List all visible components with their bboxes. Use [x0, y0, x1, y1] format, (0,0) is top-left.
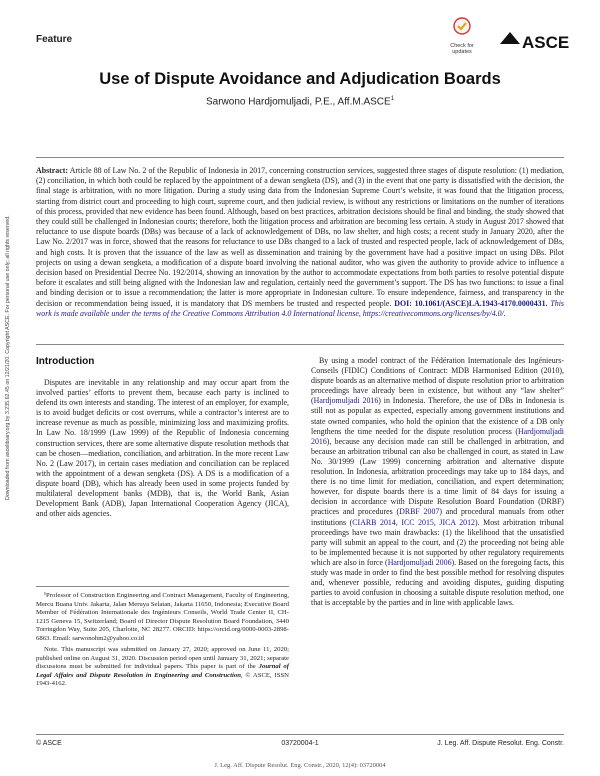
- intro-text-e: ). Most arbitration tribunal proceedings have two main drawbacks: (1) the likelihood that the unsatisfied party will submit an appeal to the court, and (2) the proceeding not being able to be implemented because it is not supported by other regulatory requirements which are also in force (: [311, 517, 564, 567]
- author-affil-mark: 1: [390, 96, 395, 102]
- note-text-b: , © ASCE, ISSN 1943-4162.: [36, 671, 289, 687]
- footnotes: [36, 592, 289, 692]
- footer-page-id: 03720004-1: [281, 740, 319, 747]
- intro-column-left: [36, 378, 289, 519]
- footer-citation: J. Leg. Aff. Dispute Resolut. Eng. Constr., 2020, 12(4): 03720004: [214, 762, 386, 769]
- intro-paragraph-1: Disputes are inevitable in any relationship and may occur apart from the involved parties’ efforts to prevent them, because each party is inclined to defend its own interests and standing. The interest of an employer, for example, is to avoid budget deficits or cost overruns, while a contractor’s interest are to increase revenue as much as possible, minimizing loss and maximizing profits. In Law No. 18/1999 (Law 1999) of the Republic of Indonesia concerning construction services, there are some alternative dispute resolution methods that can be chosen—mediation, conciliation, and arbitration. In the more recent Law No. 2 (Law 2017), in certain cases mediation and conciliation can be replaced with the appointment of a dewan sengketa (DS). A DS is a modification of a dispute board (DB), which has already been used in some projects funded by multilateral development banks (MDB), that is, the World Bank, Asian Development Bank (ADB), Japan International Cooperation Agency (JICA), and other aids agencies.: [36, 378, 289, 519]
- intro-text-b: ) in Indonesia. Therefore, the use of DBs in Indonesia is still not as popular as expected, especially among government institutions and state owned companies, who hold the opinion that the existence of a DB only lengthens the time needed for the dispute resolution process (: [311, 396, 564, 436]
- asce-logo: [500, 30, 570, 52]
- download-side-note: Downloaded from ascelibrary.org by 3.235.62.45 on 12/21/20. Copyright ASCE. For personal use only; all rights reserved.: [5, 215, 11, 500]
- intro-text-d: ) and procedural manuals from other institutions (: [311, 507, 565, 527]
- intro-text-c: ), because any decision made can still be challenged in arbitration, and because an arbitration tribunal can also be challenged in court, as stated in Law No. 30/1999 (Law 1999) concerning arbitration and alternative dispute resolution. In Indonesia, arbitration proceedings may take up to 184 days, and there is no time limit for mediation, conciliation, and expert determination; however, for dispute boards there is a time limit of 84 days for issuing a decision in accordance with Dispute Resolution Board Foundation (DRBF) practices and procedures (: [311, 436, 564, 517]
- author-line: [0, 96, 600, 107]
- intro-text-a: By using a model contract of the Fédération Internationale des Ingénieurs-Conseils (FIDIC) Conditions of Contract: MDB Harmonised Edition (2010), dispute boards as an alternative method of dispute resolution prior to arbitration proceedings have already been in existence, but without any “law shelter” (: [311, 356, 564, 406]
- author-name: Sarwono Hardjomuljadi, P.E., Aff.M.ASCE: [205, 96, 391, 108]
- abstract-body: Article 88 of Law No. 2 of the Republic of Indonesia in 2017, concerning construction services, suggested three stages of dispute resolution: (1) mediation, (2) conciliation, in which both could be replaced by the appointment of a dewan sengketa (DS), and (3) in the event that one party is dissatisfied with the decision, the final stage is arbitration, with no more litigation. During a study using data from the Indonesian Supreme Court’s website, it was found that the litigation process, starting from district court and proceeding to high court, supreme court, and then judicial review, is without any restrictions or limitations on the number of iterations of this process, provided that new evidence has been found. Although, based on best practices, arbitration decisions should be final and binding, the study showed that they could still be challenged in Indonesian courts; therefore, both the litigation process and arbitration are becoming less certain. A study in August 2017 showed that reluctance to use dispute boards (DBs) was because of a lack of acknowledgement of DBs, no law shelter, and high costs; a recent study in January 2020, after the Law No. 2/2017 was in force, showed that the reasons for reluctance to use DBs changed to a lack of trusted and respected people, lack of acknowledgement of DBs, and high costs. It is proven that the issuance of the law as well as dissemination and training by the government have had a positive impact on using DBs. Pilot projects on using a dewan sengketa, a modification of a dispute board involving the national auditor, who was given the authority to provide advice to influence a decision based on Presidential Decree No. 192/2014, showing an innovation by the author to accommodate expectations from both parties to resolve potential dispute before it escalates and still being aligned with the Indonesian law and regulation, certainly need the government’s support. The DS has two functions: to issue a final and binding decision or to issue a recommendation; the latter is more appropriate in Indonesian culture. To ensure independence, fairness, and transparency in the decision or recommendation being issued, it is mandatory that DS members be trusted and respected people.: [36, 166, 564, 308]
- abstract-lead: Abstract:: [36, 166, 68, 175]
- abstract: [36, 166, 564, 319]
- citation-link[interactable]: Hardjomuljadi 2016: [311, 426, 564, 446]
- abstract-bottom-rule: [36, 344, 564, 345]
- introduction-heading: Introduction: [36, 356, 95, 367]
- check-for-updates-icon[interactable]: [452, 17, 472, 35]
- paper-title: Use of Dispute Avoidance and Adjudication Boards: [99, 70, 501, 88]
- note-text-a: Note. This manuscript was submitted on January 27, 2020; approved on June 11, 2020; published online on August 31, 2020. Discussion period open until January 31, 2021; separate discussions must be submitted for individual papers. This paper is part of the: [36, 646, 289, 670]
- intro-column-right: [311, 356, 564, 608]
- license-note[interactable]: This work is made available under the terms of the Creative Commons Attribution 4.0 International license, https://creativecommons.org/licenses/by/4.0/.: [36, 298, 564, 318]
- intro-paragraph-2: [311, 356, 564, 608]
- check-for-updates-label[interactable]: Check for updates: [450, 43, 474, 55]
- section-tag: Feature: [36, 34, 73, 45]
- footer-journal: J. Leg. Aff. Dispute Resolut. Eng. Constr.: [437, 740, 564, 747]
- citation-link[interactable]: Hardjomuljadi 2016: [313, 396, 379, 406]
- footer-copyright: © ASCE: [36, 740, 62, 747]
- abstract-top-rule: [36, 157, 564, 158]
- citation-link[interactable]: Hardjomuljadi 2006: [387, 557, 452, 567]
- affiliation-footnote: ¹Professor of Construction Engineering and Contract Management, Faculty of Engineering, Mercu Buana Univ. Jakarta, Jalan Meruya Selatan, Jakarta 11650, Indonesia; Executive Board Member of Fédération Internationale des Ingénieurs Conseils, World Trade Center II, CH-1215 Geneva 15, Switzerland; Board of Director Dispute Resolution Board Foundation, 3440 Torringdon Way, Suite 205, Charlotte, NC 28277. ORCID: https://orcid.org/0000-0003-2898-6863. Email: sarwonohm2@yahoo.co.id: [36, 592, 289, 642]
- intro-text-f: ). Based on the foregoing facts, this study was made in order to find the best possible method for resolving disputes and, whenever possible, reducing and avoiding disputes, guiding disputing parties to avoid confusion in choosing a suitable dispute resolution method, one that is acceptable by the parties and in line with applicable laws.: [311, 557, 564, 608]
- asce-logo-text: ASCE: [522, 33, 570, 52]
- citation-link[interactable]: DRBF 2007: [399, 507, 440, 517]
- doi-link[interactable]: DOI: 10.1061/(ASCE)LA.1943-4170.0000431.: [394, 298, 548, 308]
- footer-rule: [36, 734, 564, 735]
- citation-link[interactable]: CIARB 2014, ICC 2015, JICA 2012: [352, 517, 475, 527]
- footnote-rule: [36, 586, 289, 587]
- journal-name: Journal of Legal Affairs and Dispute Resolution in Engineering and Construction: [36, 663, 289, 679]
- manuscript-note: [36, 646, 289, 689]
